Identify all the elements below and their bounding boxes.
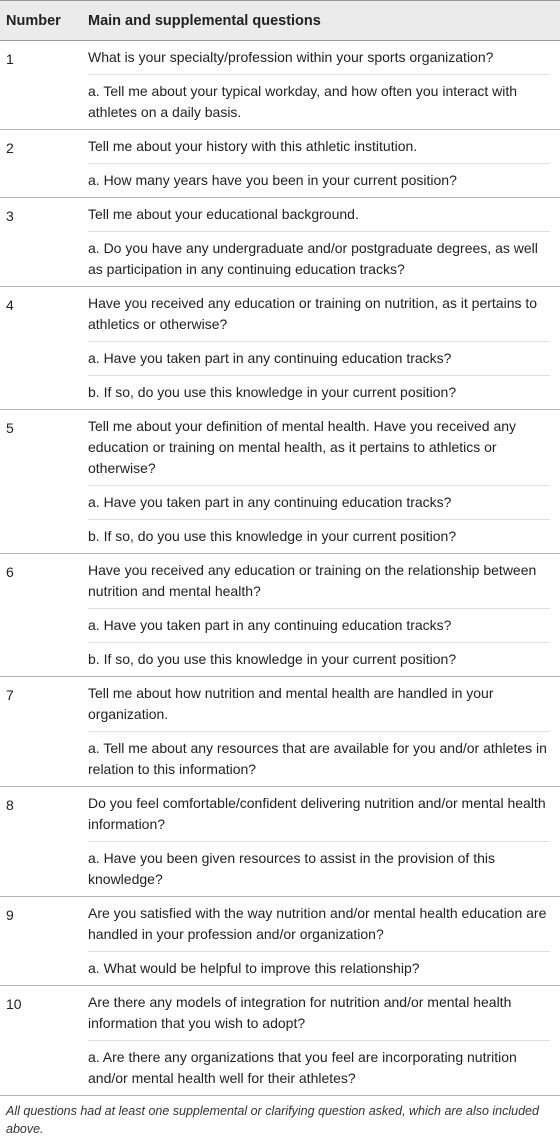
row-number: 2 — [6, 140, 14, 156]
supplemental-question: b. If so, do you use this knowledge in your current position? — [88, 519, 550, 553]
header-number: Number — [6, 12, 61, 29]
row-number: 3 — [6, 208, 14, 224]
table-row — [0, 787, 560, 897]
table-footnote: All questions had at least one supplemental or clarifying question asked, which are also included above. — [6, 1104, 539, 1136]
supplemental-question: a. Have you been given resources to assist in the provision of this knowledge? — [88, 841, 550, 896]
table-row — [0, 130, 560, 198]
table-row — [0, 554, 560, 677]
table-row — [0, 897, 560, 986]
table-row — [0, 41, 560, 130]
table-row — [0, 986, 560, 1096]
main-question: What is your specialty/profession within your sports organization? — [88, 49, 494, 65]
main-question: Are there any models of integration for nutrition and/or mental health information that you wish to adopt? — [88, 994, 512, 1031]
row-number: 1 — [6, 51, 14, 67]
row-number: 9 — [6, 907, 14, 923]
supplemental-question: a. Have you taken part in any continuing education tracks? — [88, 608, 550, 642]
row-questions — [88, 677, 560, 786]
table-row — [0, 287, 560, 410]
main-question: Tell me about your educational background. — [88, 206, 359, 222]
supplemental-question: a. How many years have you been in your current position? — [88, 163, 550, 197]
header-questions: Main and supplemental questions — [88, 12, 321, 29]
supplemental-question: a. Tell me about any resources that are available for you and/or athletes in relation to this information? — [88, 731, 550, 786]
row-questions — [88, 41, 560, 129]
row-number: 7 — [6, 687, 14, 703]
row-number: 5 — [6, 420, 14, 436]
main-question: Do you feel comfortable/confident delivering nutrition and/or mental health information? — [88, 795, 546, 832]
main-question: Tell me about your history with this athletic institution. — [88, 138, 418, 154]
row-number: 8 — [6, 797, 14, 813]
main-question: Have you received any education or training on the relationship between nutrition and mental health? — [88, 562, 537, 599]
main-question: Tell me about how nutrition and mental health are handled in your organization. — [88, 685, 494, 722]
row-number: 4 — [6, 297, 14, 313]
table-body — [0, 41, 560, 1096]
row-questions — [88, 287, 560, 409]
supplemental-question: b. If so, do you use this knowledge in your current position? — [88, 642, 550, 676]
main-question: Have you received any education or training on nutrition, as it pertains to athletics or otherwise? — [88, 295, 538, 332]
row-questions — [88, 554, 560, 676]
row-number: 10 — [6, 996, 22, 1012]
table-row — [0, 198, 560, 287]
main-question: Are you satisfied with the way nutrition and/or mental health education are handled in your profession and/or organization? — [88, 905, 547, 942]
supplemental-question: a. Have you taken part in any continuing education tracks? — [88, 485, 550, 519]
table-row — [0, 410, 560, 554]
row-questions — [88, 787, 560, 896]
main-question: Tell me about your definition of mental health. Have you received any education or training on mental health, as it pertains to athletics or otherwise? — [88, 418, 517, 476]
row-questions — [88, 986, 560, 1095]
row-number: 6 — [6, 564, 14, 580]
supplemental-question: a. Do you have any undergraduate and/or postgraduate degrees, as well as participation in any continuing education tracks? — [88, 231, 550, 286]
supplemental-question: a. Tell me about your typical workday, and how often you interact with athletes on a daily basis. — [88, 74, 550, 129]
supplemental-question: a. Are there any organizations that you feel are incorporating nutrition and/or mental health well for their athletes? — [88, 1040, 550, 1095]
row-questions — [88, 410, 560, 553]
table-header — [0, 0, 560, 41]
supplemental-question: b. If so, do you use this knowledge in your current position? — [88, 375, 550, 409]
supplemental-question: a. Have you taken part in any continuing education tracks? — [88, 341, 550, 375]
row-questions — [88, 897, 560, 985]
row-questions — [88, 130, 560, 197]
supplemental-question: a. What would be helpful to improve this relationship? — [88, 951, 550, 985]
table-row — [0, 677, 560, 787]
row-questions — [88, 198, 560, 286]
